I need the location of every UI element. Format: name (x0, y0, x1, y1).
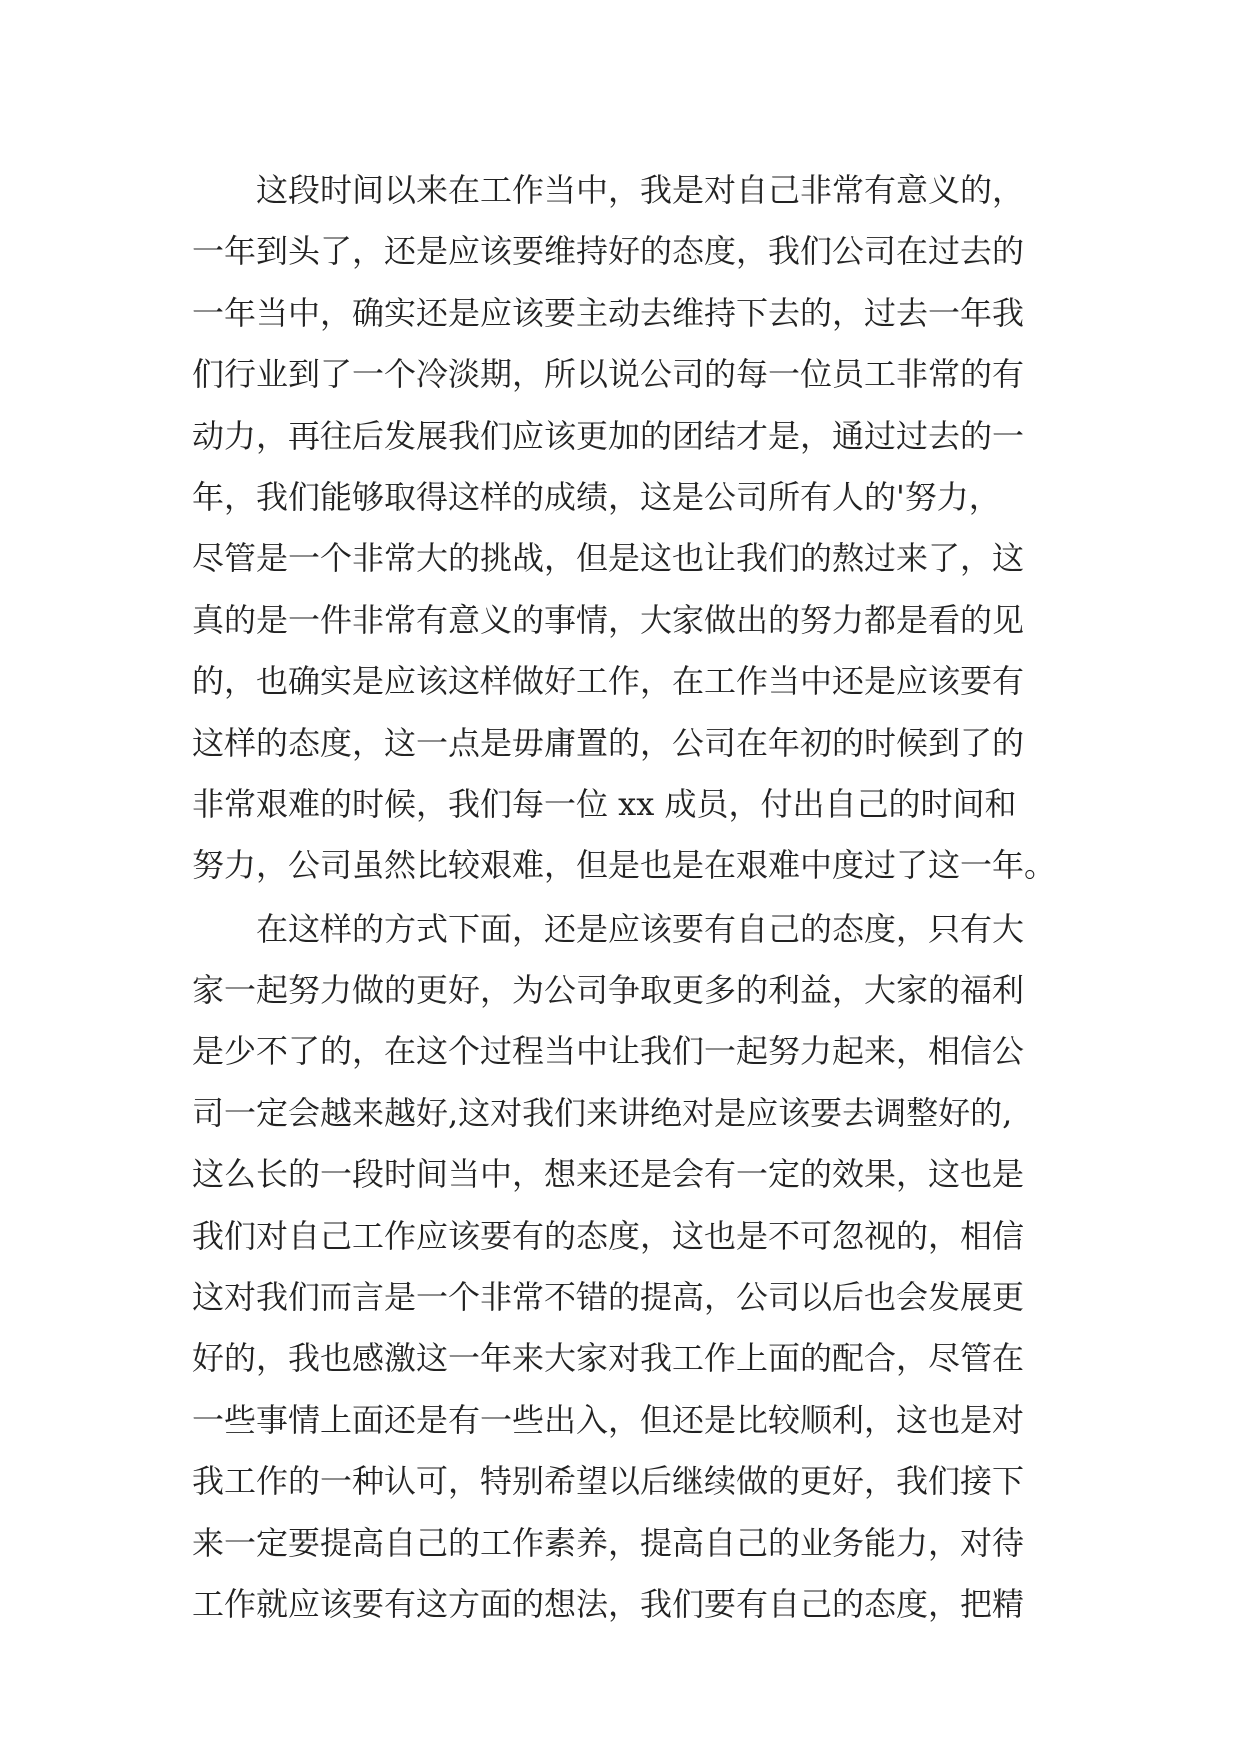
paragraph-line: 我工作的一种认可，特别希望以后继续做的更好，我们接下 (192, 1462, 1025, 1501)
document-body (192, 160, 1072, 1635)
paragraph-line: 动力，再往后发展我们应该更加的团结才是，通过过去的一 (192, 416, 1025, 455)
paragraph-line: 真的是一件非常有意义的事情，大家做出的努力都是看的见 (192, 600, 1025, 639)
paragraph-line: 家一起努力做的更好，为公司争取更多的利益，大家的福利 (192, 971, 1025, 1010)
paragraph-line: 尽管是一个非常大的挑战，但是这也让我们的熬过来了，这 (192, 539, 1025, 578)
paragraph-line: 这对我们而言是一个非常不错的提高，公司以后也会发展更 (192, 1278, 1025, 1317)
paragraph-line: 一些事情上面还是有一些出入，但还是比较顺利，这也是对 (192, 1400, 1025, 1439)
paragraph-line: 我们对自己工作应该要有的态度，这也是不可忽视的，相信 (192, 1216, 1025, 1255)
paragraph-line: 非常艰难的时候，我们每一位 xx 成员，付出自己的时间和 (192, 784, 1017, 823)
paragraph-1 (192, 160, 1072, 897)
paragraph-line: 年，我们能够取得这样的成绩，这是公司所有人的'努力， (192, 477, 1001, 516)
paragraph-line: 来一定要提高自己的工作素养，提高自己的业务能力，对待 (192, 1523, 1025, 1562)
paragraph-line: 们行业到了一个冷淡期，所以说公司的每一位员工非常的有 (192, 355, 1025, 394)
paragraph-2 (192, 899, 1072, 1636)
paragraph-line: 好的，我也感激这一年来大家对我工作上面的配合，尽管在 (192, 1339, 1025, 1378)
paragraph-line: 的，也确实是应该这样做好工作，在工作当中还是应该要有 (192, 662, 1025, 701)
paragraph-line: 这么长的一段时间当中，想来还是会有一定的效果，这也是 (192, 1155, 1025, 1194)
paragraph-line: 在这样的方式下面，还是应该要有自己的态度，只有大 (256, 909, 1025, 948)
paragraph-line: 这样的态度，这一点是毋庸置的，公司在年初的时候到了的 (192, 723, 1025, 762)
paragraph-line: 努力，公司虽然比较艰难，但是也是在艰难中度过了这一年。 (192, 846, 1057, 885)
paragraph-line: 是少不了的，在这个过程当中让我们一起努力起来，相信公 (192, 1032, 1025, 1071)
paragraph-line: 工作就应该要有这方面的想法，我们要有自己的态度，把精 (192, 1584, 1025, 1623)
paragraph-line: 一年到头了，还是应该要维持好的态度，我们公司在过去的 (192, 232, 1025, 271)
paragraph-line: 司一定会越来越好,这对我们来讲绝对是应该要去调整好的, (192, 1093, 1013, 1132)
paragraph-line: 一年当中，确实还是应该要主动去维持下去的，过去一年我 (192, 293, 1025, 332)
paragraph-line: 这段时间以来在工作当中，我是对自己非常有意义的， (256, 171, 1025, 209)
